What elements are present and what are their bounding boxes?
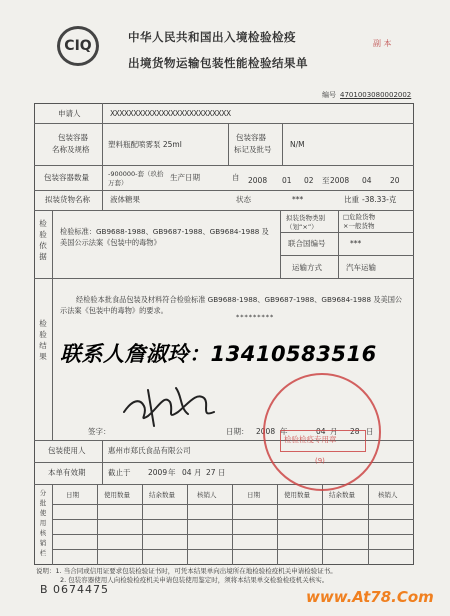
result-stars: ********* [236, 313, 275, 321]
row-divider [52, 534, 414, 535]
row-divider [52, 519, 414, 520]
form-frame [34, 103, 414, 565]
col-divider [277, 484, 278, 565]
basis-text: 检验标准：GB9688-1988、GB9687-1988、GB9684-1988 及美国公示法案《包装中的毒物》 [60, 227, 269, 247]
number-value: 4701003080002002 [340, 91, 412, 99]
applicant-value: XXXXXXXXXXXXXXXXXXXXXXXXXX [110, 109, 231, 118]
transport-value: 汽车运输 [346, 263, 376, 272]
applicant-label: 申请人 [58, 109, 81, 118]
result-date-year-unit: 年 [280, 427, 288, 436]
row-divider [34, 210, 414, 211]
col-divider [368, 484, 369, 565]
row-divider [280, 255, 414, 256]
col-divider [228, 123, 229, 165]
footer-note-2: 2. 包装容器使用人向检验检疫机关申请包装使用鉴定时，须将本结果单交检验检疫机关核实。 [60, 576, 329, 584]
result-date-day: 28 [350, 427, 360, 436]
usage-header-verifier-2: 核销人 [378, 491, 398, 499]
col-divider [142, 484, 143, 565]
container-name-label-1: 包装容器 [58, 133, 88, 142]
container-name-value: 塑料瓶配喷雾泵 25ml [108, 140, 182, 149]
goods-label: 拟装货物名称 [45, 195, 90, 204]
container-mark-label-1: 包装容器 [236, 133, 266, 142]
validity-month-unit: 月 [194, 468, 202, 477]
row-divider [34, 165, 414, 166]
col-divider [280, 210, 281, 278]
result-date-year: 2008 [256, 427, 276, 436]
result-label: 检验结果 [39, 319, 47, 361]
stamp-text: 检验检疫专用章 [284, 435, 337, 444]
state-value: *** [292, 195, 304, 204]
validity-year-unit: 年 [168, 468, 176, 477]
date-from-month: 01 [282, 176, 292, 185]
date-from-day: 02 [304, 176, 314, 185]
col-divider [282, 123, 283, 165]
result-date-month: 04 [316, 427, 326, 436]
transport-label: 运输方式 [292, 263, 322, 272]
ciq-logo [57, 26, 99, 66]
col-divider [187, 484, 188, 565]
date-to-month: 04 [362, 176, 372, 185]
row-divider [34, 484, 414, 485]
col-divider [338, 210, 339, 278]
col-divider [322, 484, 323, 565]
result-text: 经检验本批食品包装及材料符合检验标准 GB9688-1988、GB9687-1988、GB9684-1988 及美国公示法案《包装中的毒物》的要求。 [60, 295, 403, 315]
usage-header-date-2: 日期 [247, 491, 260, 499]
website-watermark: www.At78.Com [306, 588, 434, 606]
date-to-day: 20 [390, 176, 400, 185]
un-label: 联合国编号 [288, 239, 326, 248]
state-label: 状态 [236, 195, 251, 204]
date-label: 日期： [226, 427, 249, 436]
col-divider [52, 210, 53, 440]
category-danger-text: 危险货物 [349, 213, 376, 221]
date-from: 自 [232, 173, 240, 182]
container-qty-label: 包装容器数量 [44, 173, 89, 182]
usage-header-used: 使用数量 [104, 491, 130, 499]
col-divider [102, 440, 103, 484]
validity-prefix: 截止于 [108, 468, 131, 477]
category-normal: ×一般货物 [343, 222, 375, 230]
row-divider [52, 504, 414, 505]
usage-header-balance-2: 结余数量 [329, 491, 355, 499]
validity-day-unit: 日 [218, 468, 226, 477]
row-divider [34, 123, 414, 124]
number-label: 编号 [322, 91, 336, 99]
user-value: 惠州市郑氏食品有限公司 [108, 446, 191, 455]
validity-year: 2009 [148, 468, 168, 477]
usage-side-label: 分批使用核销栏 [39, 489, 47, 557]
usage-header-date: 日期 [66, 491, 79, 499]
container-qty-value: -900000-套（玖拾万套） [108, 170, 164, 187]
category-label: 拟装货物类别（划“×”） [286, 214, 325, 231]
col-divider [102, 103, 103, 210]
container-name-label-2: 名称及规格 [52, 145, 90, 154]
date-to: 至 [322, 176, 330, 185]
container-mark-label-2: 标记及批号 [234, 145, 272, 154]
title-line-2: 出境货物运输包装性能检验结果单 [128, 56, 308, 70]
row-divider [34, 278, 414, 279]
usage-header-balance: 结余数量 [149, 491, 175, 499]
validity-label: 本单有效期 [48, 468, 86, 477]
un-value: *** [350, 239, 362, 248]
validity-day: 27 [206, 468, 216, 477]
usage-header-verifier: 核销人 [197, 491, 217, 499]
category-normal-text: 一般货物 [348, 222, 375, 230]
title-line-1: 中华人民共和国出入境检验检疫 [128, 30, 296, 44]
date-to-year: 2008 [330, 176, 350, 185]
sign-label: 签字： [88, 427, 111, 436]
container-mark-value: N/M [290, 140, 305, 149]
production-date-label: 生产日期 [170, 173, 200, 182]
copy-mark: 副 本 [373, 39, 392, 48]
row-divider [280, 232, 414, 233]
density-label: 比重 [344, 195, 359, 204]
footer-note-1: 说明：1. 当合同或信用证要求包装检验证书时，可凭本结果单向出境所在地检验检疫机关申请检验证书。 [36, 567, 337, 575]
serial-number: B 0674475 [40, 583, 110, 596]
contact-overlay: 联系人詹淑玲：13410583516 [60, 342, 377, 366]
ciq-logo-text: CIQ [64, 38, 92, 54]
row-divider [52, 549, 414, 550]
result-date-month-unit: 月 [330, 427, 338, 436]
date-from-year: 2008 [248, 176, 268, 185]
goods-value: 液体糖果 [110, 195, 140, 204]
user-label: 包装使用人 [48, 446, 86, 455]
usage-header-used-2: 使用数量 [284, 491, 310, 499]
basis-label: 检验依据 [39, 219, 47, 261]
row-divider [34, 190, 414, 191]
col-divider [52, 484, 53, 565]
col-divider [97, 484, 98, 565]
validity-month: 04 [182, 468, 192, 477]
density-value: -38.33-克 [362, 195, 397, 204]
signature-mark [118, 382, 228, 432]
col-divider [232, 484, 233, 565]
category-danger: □危险货物 [343, 213, 376, 221]
result-date-day-unit: 日 [366, 427, 374, 436]
stamp-number: (9) [315, 457, 325, 465]
